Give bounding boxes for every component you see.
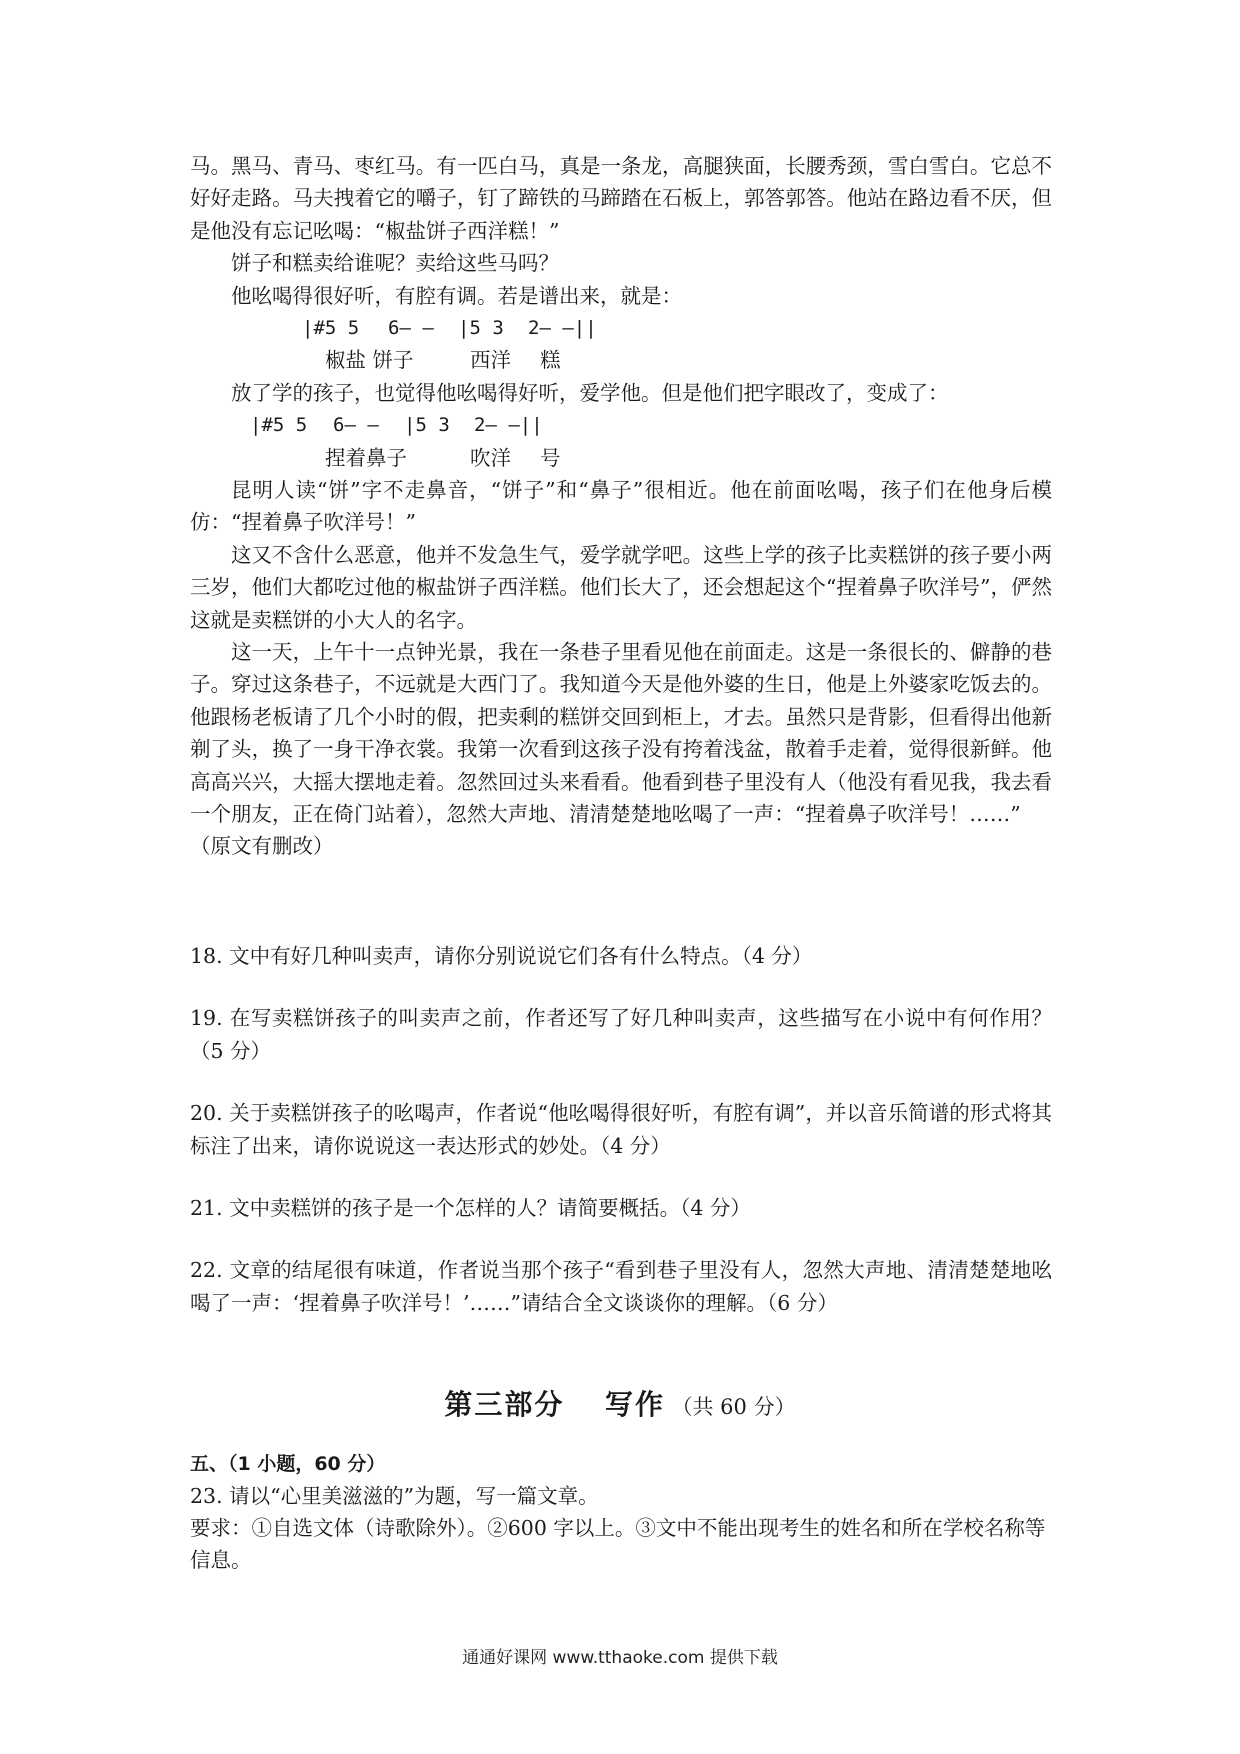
lyric: 糕	[540, 348, 561, 373]
notation-note: |5 3	[458, 317, 504, 340]
passage-paragraph: 这又不含什么恶意，他并不发急生气，爱学就学吧。这些上学的孩子比卖糕饼的孩子要小两三岁，他们大都吃过他的椒盐饼子西洋糕。他们长大了，还会想起这个“捏着鼻子吹洋号”，俨然这就是卖糕饼的小大人的名字。	[190, 542, 1052, 632]
part-three-heading	[0, 1385, 1240, 1427]
passage-paragraph: 这一天，上午十一点钟光景，我在一条巷子里看见他在前面走。这是一条很长的、僻静的巷子。穿过这条巷子，不远就是大西门了。我知道今天是他外婆的生日，他是上外婆家吃饭去的。他跟杨老板请了几个小时的假，把卖剩的糕饼交回到柜上，才去。虽然只是背影，但看得出他新剃了头，换了一身干净衣裳。我第一次看到这孩子没有挎着浅盆，散着手走着，觉得很新鲜。他高高兴兴，大摇大摆地走着。忽然回过头来看看。他看到巷子里没有人（他没有看见我，我去看一个朋友，正在倚门站着），忽然大声地、清清楚楚地吆喝了一声：“捏着鼻子吹洋号！……”	[190, 640, 1052, 827]
notation-note: |5 3	[404, 414, 450, 437]
question-list	[190, 940, 1052, 1349]
passage-paragraph: 昆明人读“饼”字不走鼻音，“饼子”和“鼻子”很相近。他在前面吆喝，孩子们在他身后模仿：“捏着鼻子吹洋号！”	[190, 478, 1052, 535]
notation-note: |#5 5	[302, 317, 360, 340]
notation-note: 6— —	[333, 414, 379, 437]
lyric: 西洋	[470, 348, 511, 373]
lyric: 捏着鼻子	[325, 445, 407, 470]
passage-paragraph: 放了学的孩子，也觉得他吆喝得好听，爱学他。但是他们把字眼改了，变成了：	[231, 380, 949, 405]
question-22: 22. 文章的结尾很有味道，作者说当那个孩子“看到巷子里没有人，忽然大声地、清清楚楚地吆喝了一声：‘捏着鼻子吹洋号！’……”请结合全文谈谈你的理解。（6 分）	[190, 1258, 1052, 1315]
notation-note: 6— —	[388, 317, 434, 340]
question-20: 20. 关于卖糕饼孩子的吆喝声，作者说“他吆喝得很好听，有腔有调”，并以音乐简谱的形式将其标注了出来，请你说说这一表达形式的妙处。（4 分）	[190, 1101, 1052, 1158]
music-notation-line	[190, 312, 1052, 344]
question-18: 18. 文中有好几种叫卖声，请你分别说说它们各有什么特点。（4 分）	[190, 944, 813, 968]
part-title-main: 第三部分	[444, 1388, 565, 1421]
lyric: 吹洋	[470, 445, 511, 470]
notation-note: 2— —||	[528, 317, 597, 340]
lyrics-line	[190, 344, 1052, 376]
passage-paragraph: 马。黑马、青马、枣红马。有一匹白马，真是一条龙，高腿狭面，长腰秀颈，雪白雪白。它总不好好走路。马夫拽着它的嚼子，钉了蹄铁的马蹄踏在石板上，郭答郭答。他站在路边看不厌，但是他没有忘记吆喝：“椒盐饼子西洋糕！”	[190, 154, 1052, 243]
download-footer: 通通好课网 www.tthaoke.com 提供下载	[462, 1648, 778, 1668]
part-title-writing: 写作	[604, 1388, 665, 1421]
source-note: （原文有删改）	[190, 834, 334, 859]
writing-requirements: 要求：①自选文体（诗歌除外）。②600 字以上。③文中不能出现考生的姓名和所在学校名称等信息。	[190, 1516, 1046, 1572]
writing-prompt: 23. 请以“心里美滋滋的”为题，写一篇文章。	[190, 1484, 599, 1508]
notation-note: |#5 5	[250, 414, 308, 437]
section-heading: 五、（1 小题，60 分）	[190, 1453, 386, 1475]
passage-paragraph: 他吆喝得很好听，有腔有调。若是谱出来，就是：	[231, 283, 682, 308]
passage-paragraph: 饼子和糕卖给谁呢？卖给这些马吗？	[231, 251, 559, 276]
notation-note: 2— —||	[474, 414, 543, 437]
question-19: 19. 在写卖糕饼孩子的叫卖声之前，作者还写了好几种叫卖声，这些描写在小说中有何作用？（5 分）	[190, 1006, 1052, 1063]
lyric: 椒盐 饼子	[325, 348, 414, 373]
reading-passage	[190, 150, 1052, 863]
lyrics-line	[190, 442, 1052, 474]
music-notation-line	[190, 409, 1052, 441]
part-title-score: （共 60 分）	[671, 1395, 796, 1419]
lyric: 号	[540, 445, 561, 470]
writing-section	[190, 1448, 1052, 1576]
question-21: 21. 文中卖糕饼的孩子是一个怎样的人？请简要概括。（4 分）	[190, 1196, 751, 1221]
